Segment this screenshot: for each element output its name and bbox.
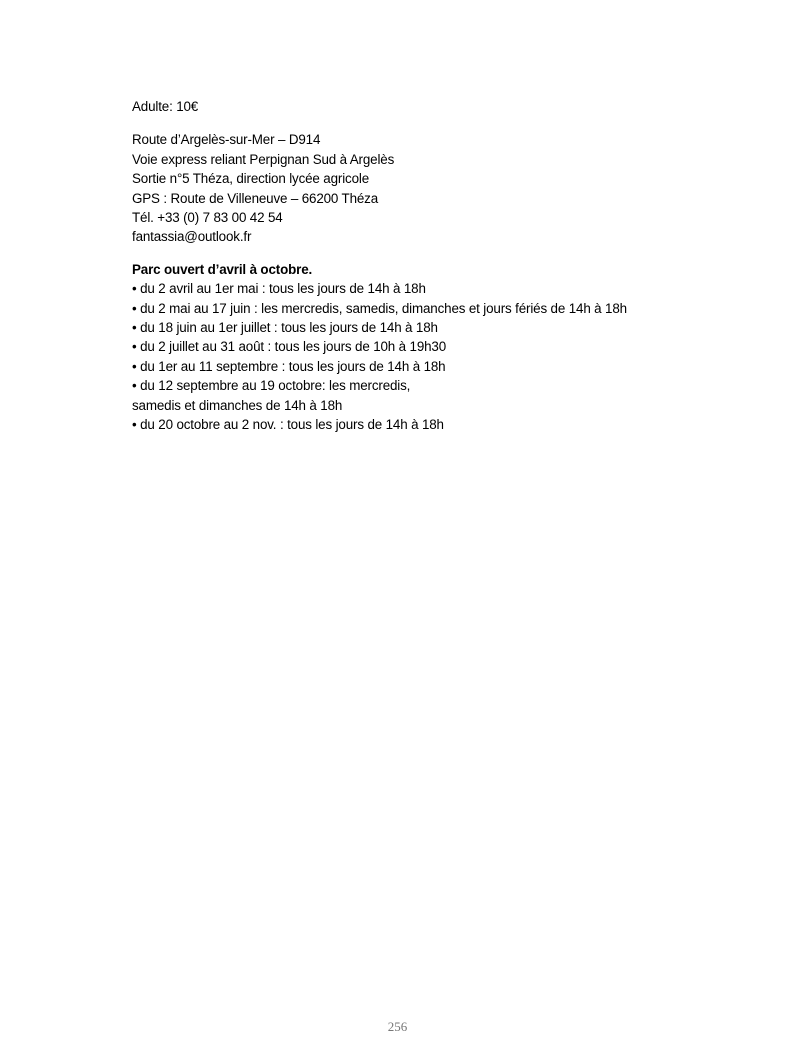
adult-price: Adulte: 10€ — [132, 99, 199, 114]
schedule-heading: Parc ouvert d’avril à octobre. — [132, 261, 313, 277]
address-expressway: Voie express reliant Perpignan Sud à Argelès — [132, 151, 395, 167]
document-body — [132, 97, 752, 435]
address-road: Route d’Argelès-sur-Mer – D914 — [132, 132, 321, 148]
schedule-item: • du 1er au 11 septembre : tous les jours de 14h à 18h — [132, 358, 446, 374]
schedule-item: • du 12 septembre au 19 octobre: les mercredis, — [132, 378, 411, 394]
address-exit: Sortie n°5 Théza, direction lycée agricole — [132, 171, 369, 187]
schedule-item-continuation: samedis et dimanches de 14h à 18h — [132, 397, 343, 413]
schedule-block — [132, 260, 752, 435]
schedule-item: • du 20 octobre au 2 nov. : tous les jours de 14h à 18h — [132, 417, 444, 433]
address-phone: Tél. +33 (0) 7 83 00 42 54 — [132, 210, 283, 226]
schedule-item: • du 2 mai au 17 juin : les mercredis, samedis, dimanches et jours fériés de 14h à 18h — [132, 300, 627, 316]
address-gps: GPS : Route de Villeneuve – 66200 Théza — [132, 190, 379, 206]
schedule-item: • du 2 avril au 1er mai : tous les jours de 14h à 18h — [132, 281, 426, 297]
address-email: fantassia@outlook.fr — [132, 229, 252, 245]
address-block — [132, 130, 752, 246]
page-number: 256 — [387, 1019, 408, 1034]
schedule-item: • du 2 juillet au 31 août : tous les jours de 10h à 19h30 — [132, 339, 447, 355]
schedule-item: • du 18 juin au 1er juillet : tous les jours de 14h à 18h — [132, 320, 438, 336]
